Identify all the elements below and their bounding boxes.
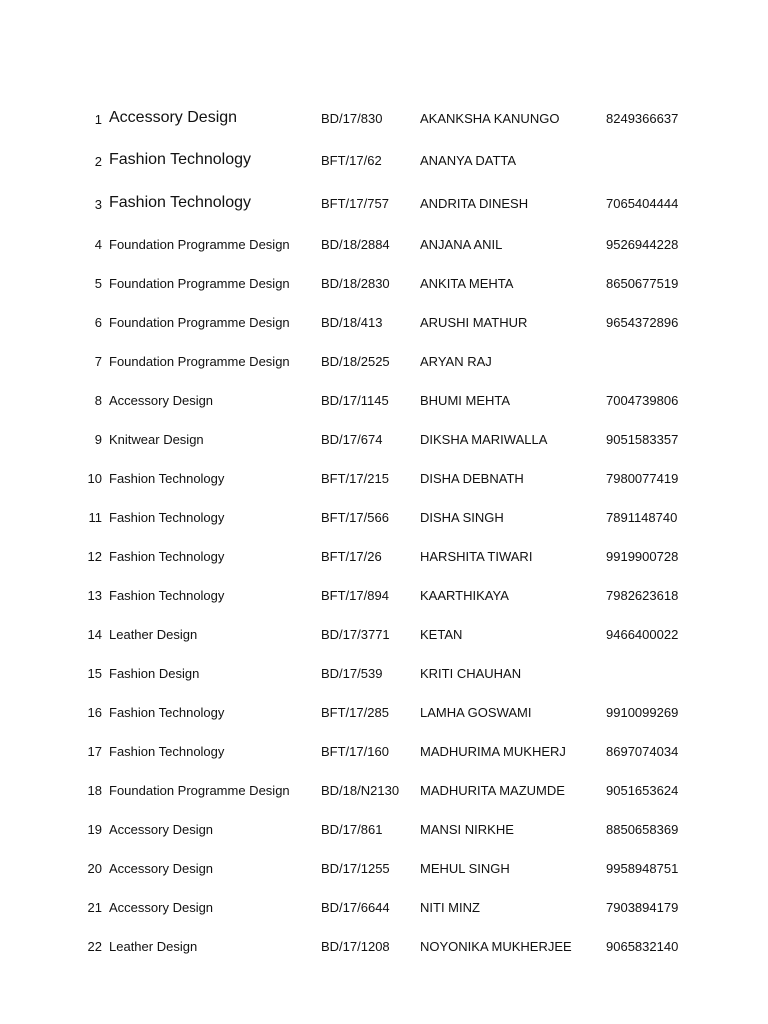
student-name: MADHURIMA MUKHERJ — [420, 744, 566, 759]
phone-number: 7004739806 — [606, 393, 679, 408]
table-row — [0, 939, 768, 975]
table-row — [0, 237, 768, 273]
phone-number: 7903894179 — [606, 900, 679, 915]
roll-number: BFT/17/62 — [321, 153, 382, 168]
row-number: 6 — [94, 315, 102, 330]
department: Knitwear Design — [109, 432, 204, 447]
student-name: MADHURITA MAZUMDE — [420, 783, 565, 798]
roll-number: BFT/17/894 — [321, 588, 389, 603]
roll-number: BD/18/2884 — [321, 237, 390, 252]
table-row — [0, 783, 768, 819]
department: Foundation Programme Design — [109, 276, 290, 291]
department: Foundation Programme Design — [109, 237, 290, 252]
student-name: ANKITA MEHTA — [420, 276, 514, 291]
student-name: AKANKSHA KANUNGO — [420, 111, 560, 126]
student-name: LAMHA GOSWAMI — [420, 705, 532, 720]
student-name: MANSI NIRKHE — [420, 822, 514, 837]
student-name: MEHUL SINGH — [420, 861, 510, 876]
table-row — [0, 861, 768, 897]
department: Fashion Design — [109, 666, 200, 681]
student-name: HARSHITA TIWARI — [420, 549, 533, 564]
row-number: 5 — [94, 276, 102, 291]
table-row — [0, 627, 768, 663]
student-name: ARUSHI MATHUR — [420, 315, 528, 330]
department: Accessory Design — [109, 861, 214, 876]
row-number: 14 — [87, 627, 102, 642]
row-number: 1 — [94, 112, 102, 127]
roll-number: BD/17/1145 — [321, 393, 389, 408]
department: Fashion Technology — [109, 588, 225, 603]
table-row — [0, 315, 768, 351]
phone-number: 9919900728 — [606, 549, 679, 564]
phone-number: 9654372896 — [606, 315, 679, 330]
department: Fashion Technology — [109, 510, 225, 525]
table-row — [0, 196, 768, 232]
row-number: 16 — [87, 705, 102, 720]
roll-number: BFT/17/160 — [321, 744, 389, 759]
department: Accessory Design — [109, 822, 214, 837]
roll-number: BD/17/6644 — [321, 900, 390, 915]
roll-number: BD/17/861 — [321, 822, 383, 837]
roll-number: BD/17/539 — [321, 666, 383, 681]
student-name: DIKSHA MARIWALLA — [420, 432, 548, 447]
table-row — [0, 588, 768, 624]
department: Leather Design — [109, 939, 198, 954]
row-number: 13 — [87, 588, 102, 603]
phone-number: 7982623618 — [606, 588, 679, 603]
phone-number: 9051583357 — [606, 432, 679, 447]
student-name: ANJANA ANIL — [420, 237, 503, 252]
student-name: NITI MINZ — [420, 900, 480, 915]
department: Fashion Technology — [109, 549, 225, 564]
table-row — [0, 471, 768, 507]
table-row — [0, 153, 768, 189]
phone-number: 9051653624 — [606, 783, 679, 798]
department: Fashion Technology — [109, 471, 225, 486]
phone-number: 9526944228 — [606, 237, 679, 252]
row-number: 11 — [88, 510, 102, 525]
roll-number: BD/17/1208 — [321, 939, 390, 954]
phone-number: 9466400022 — [606, 627, 679, 642]
table-row — [0, 354, 768, 390]
row-number: 12 — [87, 549, 102, 564]
roll-number: BFT/17/757 — [321, 196, 389, 211]
row-number: 17 — [87, 744, 102, 759]
phone-number: 7980077419 — [606, 471, 679, 486]
department: Leather Design — [109, 627, 198, 642]
student-name: KRITI CHAUHAN — [420, 666, 522, 681]
student-name: ARYAN RAJ — [420, 354, 492, 369]
row-number: 18 — [87, 783, 102, 798]
row-number: 3 — [94, 197, 102, 212]
student-name: BHUMI MEHTA — [420, 393, 511, 408]
phone-number: 9065832140 — [606, 939, 679, 954]
roll-number: BD/17/3771 — [321, 627, 390, 642]
table-row — [0, 549, 768, 585]
roll-number: BD/17/1255 — [321, 861, 390, 876]
row-number: 15 — [87, 666, 102, 681]
phone-number: 8249366637 — [606, 111, 679, 126]
department: Accessory Design — [109, 109, 238, 126]
table-row — [0, 822, 768, 858]
phone-number: 8650677519 — [606, 276, 679, 291]
table-row — [0, 276, 768, 312]
department: Accessory Design — [109, 900, 214, 915]
phone-number: 9910099269 — [606, 705, 679, 720]
phone-number: 8697074034 — [606, 744, 679, 759]
phone-number: 8850658369 — [606, 822, 679, 837]
table-row — [0, 393, 768, 429]
table-row — [0, 900, 768, 936]
student-name: ANDRITA DINESH — [420, 196, 529, 211]
roll-number: BFT/17/566 — [321, 510, 389, 525]
row-number: 4 — [94, 237, 102, 252]
student-name: KAARTHIKAYA — [420, 588, 509, 603]
row-number: 22 — [87, 939, 102, 954]
roll-number: BD/18/2525 — [321, 354, 390, 369]
phone-number: 7891148740 — [606, 510, 678, 525]
roll-number: BD/18/413 — [321, 315, 383, 330]
roll-number: BD/17/830 — [321, 111, 383, 126]
student-name: KETAN — [420, 627, 463, 642]
department: Fashion Technology — [109, 744, 225, 759]
table-row — [0, 666, 768, 702]
department: Foundation Programme Design — [109, 354, 290, 369]
roll-number: BFT/17/26 — [321, 549, 382, 564]
row-number: 9 — [94, 432, 102, 447]
student-name: DISHA SINGH — [420, 510, 504, 525]
student-name: NOYONIKA MUKHERJEE — [420, 939, 572, 954]
table-row — [0, 432, 768, 468]
table-row — [0, 705, 768, 741]
department: Fashion Technology — [109, 151, 252, 168]
department: Accessory Design — [109, 393, 214, 408]
row-number: 8 — [94, 393, 102, 408]
roll-number: BD/18/N2130 — [321, 783, 400, 798]
department: Foundation Programme Design — [109, 315, 290, 330]
row-number: 2 — [94, 154, 102, 169]
department: Fashion Technology — [109, 705, 225, 720]
roll-number: BFT/17/215 — [321, 471, 389, 486]
department: Foundation Programme Design — [109, 783, 290, 798]
row-number: 20 — [87, 861, 102, 876]
student-name: DISHA DEBNATH — [420, 471, 524, 486]
table-row — [0, 744, 768, 780]
row-number: 7 — [94, 354, 102, 369]
table-row — [0, 111, 768, 147]
roll-number: BD/18/2830 — [321, 276, 390, 291]
phone-number: 7065404444 — [606, 196, 679, 211]
phone-number: 9958948751 — [606, 861, 679, 876]
roll-number: BD/17/674 — [321, 432, 383, 447]
row-number: 10 — [87, 471, 102, 486]
table-row — [0, 510, 768, 546]
row-number: 19 — [87, 822, 102, 837]
student-name: ANANYA DATTA — [420, 153, 517, 168]
roll-number: BFT/17/285 — [321, 705, 389, 720]
row-number: 21 — [87, 900, 102, 915]
department: Fashion Technology — [109, 194, 252, 211]
